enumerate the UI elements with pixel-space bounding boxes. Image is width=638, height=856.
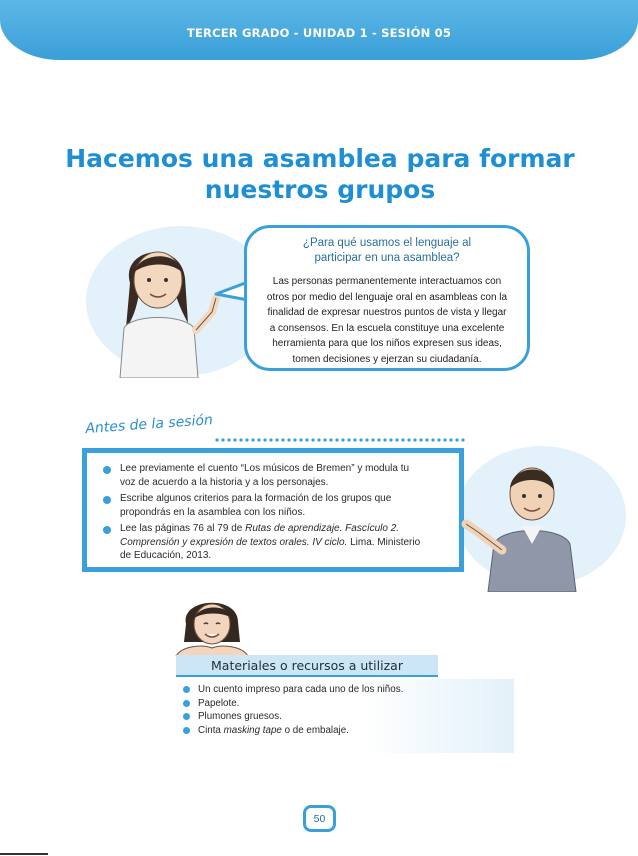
bottom-rule — [0, 853, 48, 855]
list-item — [100, 522, 450, 563]
text-span: o de embalaje. — [281, 724, 349, 736]
text-span: Lima. Ministerio — [347, 536, 421, 548]
list-item-line: propondrás en la asamblea con los niños. — [120, 506, 306, 518]
bubble-body — [254, 274, 520, 367]
list-item — [100, 462, 450, 489]
bubble-body-line: otros por medio del lenguaje oral en asambleas con la — [266, 291, 508, 303]
list-item-line: Lee previamente el cuento “Los músicos de Bremen” y modula tu — [120, 463, 410, 474]
student-girl-illustration — [172, 590, 252, 656]
speech-bubble-tail — [214, 280, 248, 302]
list-item: Papelote. — [181, 697, 501, 711]
materials-list — [181, 683, 501, 737]
dotted-divider — [214, 437, 466, 443]
materials-title: Materiales o recursos a utilizar — [211, 658, 403, 673]
list-item: Plumones gruesos. — [181, 710, 501, 724]
page-title — [60, 143, 580, 205]
bubble-question-line: ¿Para qué usamos el lenguaje al — [302, 237, 472, 249]
bubble-body-line: a consensos. En la escuela constituye una excelente — [269, 322, 505, 334]
bubble-body-line: tomen decisiones y ejerzan su ciudadanía. — [292, 353, 482, 365]
list-item — [100, 492, 450, 519]
page-title-line1: Hacemos una asamblea para formar — [65, 144, 575, 173]
girl-teacher-illustration — [100, 228, 230, 378]
bubble-question — [250, 236, 524, 266]
list-item-line — [120, 522, 450, 536]
page-number: 50 — [306, 808, 333, 829]
list-item-line — [120, 536, 450, 550]
book-title-part: Comprensión y expresión de textos orales. IV ciclo. — [120, 536, 348, 548]
bubble-body-line: herramienta para que los niños expresen sus ideas, — [272, 338, 502, 349]
text-span-italic: masking tape — [223, 724, 282, 736]
book-title-part: Rutas de aprendizaje. Fascículo 2. — [245, 523, 400, 534]
bubble-body-line: finalidad de expresar nuestros puntos de vista y llegar — [267, 307, 507, 318]
man-teacher-illustration — [458, 452, 582, 592]
header-title: TERCER GRADO - UNIDAD 1 - SESIÓN 05 — [186, 26, 452, 40]
list-item-line: Escribe algunos criterios para la formación de los grupos que — [120, 493, 392, 504]
list-item: Un cuento impreso para cada uno de los niños. — [181, 683, 501, 697]
list-item-line: voz de acuerdo a la historia y a los personajes. — [120, 476, 329, 488]
page-number-badge — [303, 805, 336, 832]
antes-list — [100, 462, 450, 566]
text-span: Cinta — [198, 724, 224, 736]
text-span: Lee las páginas 76 al 79 de — [120, 523, 246, 534]
page-title-line2: nuestros grupos — [204, 175, 436, 204]
bubble-body-line: Las personas permanentemente interactuamos con — [272, 276, 502, 287]
bubble-question-line: participar en una asamblea? — [314, 252, 460, 264]
antes-section-label: Antes de la sesión — [84, 412, 214, 437]
list-item-line: de Educación, 2013. — [120, 550, 212, 561]
list-item — [181, 724, 501, 738]
